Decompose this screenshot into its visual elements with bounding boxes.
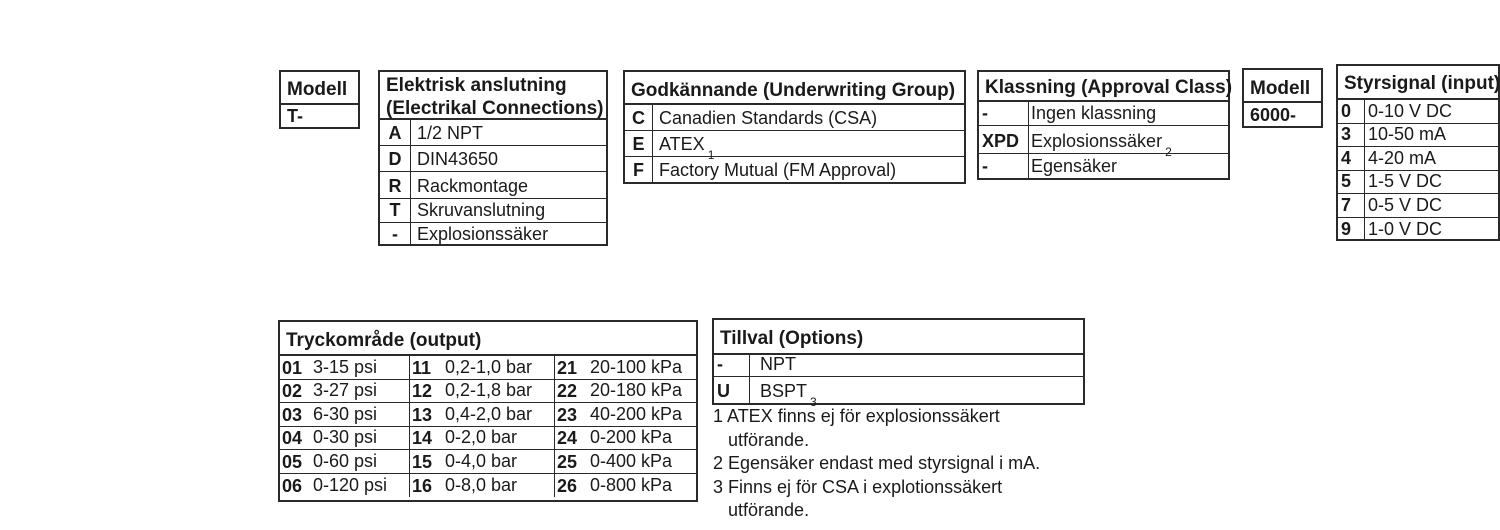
option-code: 26 [557,476,578,496]
tryck-cell [410,403,555,427]
option-code: XPD [979,126,1029,153]
option-code: 0 [1338,100,1365,123]
styrsignal-row [1338,194,1498,218]
option-code: 4 [1338,147,1365,170]
option-code: 24 [557,428,578,448]
elektrisk-title-line2: (Electrikal Connections) [386,98,604,119]
tryck-header: Tryckområde (output) [280,322,696,356]
option-code: 7 [1338,194,1365,217]
modell-header: Modell [281,72,358,105]
option-code: 03 [282,404,303,425]
option-code: 16 [412,476,433,496]
option-label: Factory Mutual (FM Approval) [659,160,897,180]
option-label: 3-15 psi [313,356,378,377]
option-label: 0-800 kPa [590,475,673,495]
klassning-rows [979,102,1228,178]
tryck-cell [280,450,410,474]
option-code: 14 [412,428,433,448]
option-label: BSPT 3 [760,381,817,409]
elektrisk-row [380,172,606,199]
option-label: 3-27 psi [313,380,378,400]
option-label: 40-200 kPa [590,403,683,424]
option-label: 1-5 V DC [1368,171,1443,191]
option-label: 1/2 NPT [417,123,484,143]
option-label: Canadien Standards (CSA) [659,108,878,128]
styrsignal-row [1338,218,1498,242]
tryck-cell [280,427,410,451]
tryck-cell [555,403,697,427]
styrsignal-rows [1338,100,1498,241]
godkannande-row [625,157,964,182]
godkannande-table [623,70,966,184]
option-label: 0-60 psi [313,450,378,471]
tryck-cell [410,380,555,404]
option-code: T [380,199,411,222]
modell-table [279,70,360,129]
tryck-cell [280,403,410,427]
option-code: 04 [282,428,303,448]
option-label: 0-4,0 bar [445,450,518,471]
klassning-header: Klassning (Approval Class) [979,72,1228,102]
option-label: Egensäker [1031,156,1118,176]
option-label: 1-0 V DC [1368,219,1443,239]
option-code: A [380,120,411,145]
option-code: 12 [412,381,433,401]
styrsignal-row [1338,147,1498,171]
option-code: 5 [1338,171,1365,194]
elektrisk-row [380,223,606,246]
option-code: 21 [557,357,578,378]
styrsignal-header: Styrsignal (input) [1338,66,1498,100]
option-label: Explosionssäker 2 [1031,131,1172,159]
tillval-header: Tillval (Options) [714,320,1083,355]
option-label: 0,4-2,0 bar [445,403,533,424]
tillval-rows [714,354,1083,409]
tryck-cell [555,450,697,474]
option-code: 01 [282,357,303,378]
elektrisk-table [378,70,608,246]
option-label: 0-400 kPa [590,450,673,471]
klassning-row [979,154,1228,178]
option-code: 13 [412,404,433,425]
option-code: - [714,355,750,376]
tillval-row [714,377,1083,409]
klassning-table [977,70,1233,180]
option-label: 0-200 kPa [590,427,673,447]
option-label: Ingen klassning [1031,103,1157,123]
option-code: U [714,377,750,403]
elektrisk-row [380,199,606,223]
option-label: 0-30 psi [313,427,378,447]
klassning-row [979,126,1228,159]
option-code: 22 [557,381,578,401]
styrsignal-table [1336,64,1500,241]
tryck-cell [410,450,555,474]
option-label: 0-8,0 bar [445,475,518,495]
tryck-cell [280,380,410,404]
option-label: 20-100 kPa [590,356,683,377]
option-label: 0,2-1,8 bar [445,380,533,400]
elektrisk-rows [380,120,606,246]
option-label: 4-20 mA [1368,147,1437,168]
tryck-cell [555,356,697,380]
klassning-row [979,102,1228,126]
godkannande-row [625,131,964,162]
tryck-cell [280,474,410,498]
footnote-line: utförande. [713,500,810,520]
styrsignal-row [1338,124,1498,148]
option-code: 25 [557,451,578,472]
modell2-table [1242,68,1323,128]
styrsignal-row [1338,171,1498,195]
option-code: D [380,146,411,171]
option-label: 10-50 mA [1368,124,1447,144]
godkannande-row [625,105,964,131]
option-code: 23 [557,404,578,425]
tryck-cell [555,380,697,404]
option-label: 0-2,0 bar [445,427,518,447]
footnote-line: utförande. [713,429,810,450]
modell2-value: 6000- [1250,105,1297,125]
option-code: R [380,172,411,198]
tryck-cell [555,474,697,498]
tryck-cell [410,474,555,498]
option-label: DIN43650 [417,149,499,169]
option-code: 11 [412,357,432,378]
footnote-line: 1 ATEX finns ej för explosionssäkert [713,406,1000,426]
option-code: - [380,223,411,246]
option-label: Explosionssäker [417,224,549,244]
option-code: 15 [412,451,433,472]
godkannande-rows [625,105,964,182]
option-label: 0-5 V DC [1368,194,1443,215]
footnote-line: 2 Egensäker endast med styrsignal i mA. [713,453,1041,473]
tryck-cell [280,356,410,380]
option-label: 0-120 psi [313,475,388,495]
styrsignal-row [1338,100,1498,124]
option-label: 0-10 V DC [1368,100,1453,121]
tryck-cell [410,427,555,451]
tryck-table [278,320,698,502]
tryck-cell [555,427,697,451]
modell-value: T- [287,106,303,126]
option-code: C [625,105,653,130]
option-code: 9 [1338,218,1365,242]
footnote-line: 3 Finns ej för CSA i explotionssäkert [713,476,1003,497]
footnotes [713,405,1040,523]
tillval-row [714,355,1083,377]
option-label: Skruvanslutning [417,200,546,220]
option-code: - [979,154,1029,178]
tillval-table [712,318,1085,409]
option-code: 02 [282,381,303,401]
option-code: 06 [282,476,303,496]
option-code: E [625,131,653,156]
elektrisk-row [380,120,606,146]
option-label: 0,2-1,0 bar [445,356,533,377]
option-code: 05 [282,451,303,472]
option-label: Rackmontage [417,176,529,196]
elektrisk-header [380,72,606,120]
option-label: ATEX 1 [659,134,715,162]
option-label: NPT [760,354,796,374]
option-label: 20-180 kPa [590,380,683,400]
option-code: - [979,102,1029,125]
option-code: 3 [1338,124,1365,147]
tryck-cell [410,356,555,380]
elektrisk-title-line1: Elektrisk anslutning [386,75,567,96]
modell2-header: Modell [1244,70,1321,103]
godkannande-header: Godkännande (Underwriting Group) [625,72,964,105]
option-code: F [625,157,653,182]
option-label: 6-30 psi [313,403,378,424]
elektrisk-row [380,146,606,172]
tryck-grid [280,356,696,497]
